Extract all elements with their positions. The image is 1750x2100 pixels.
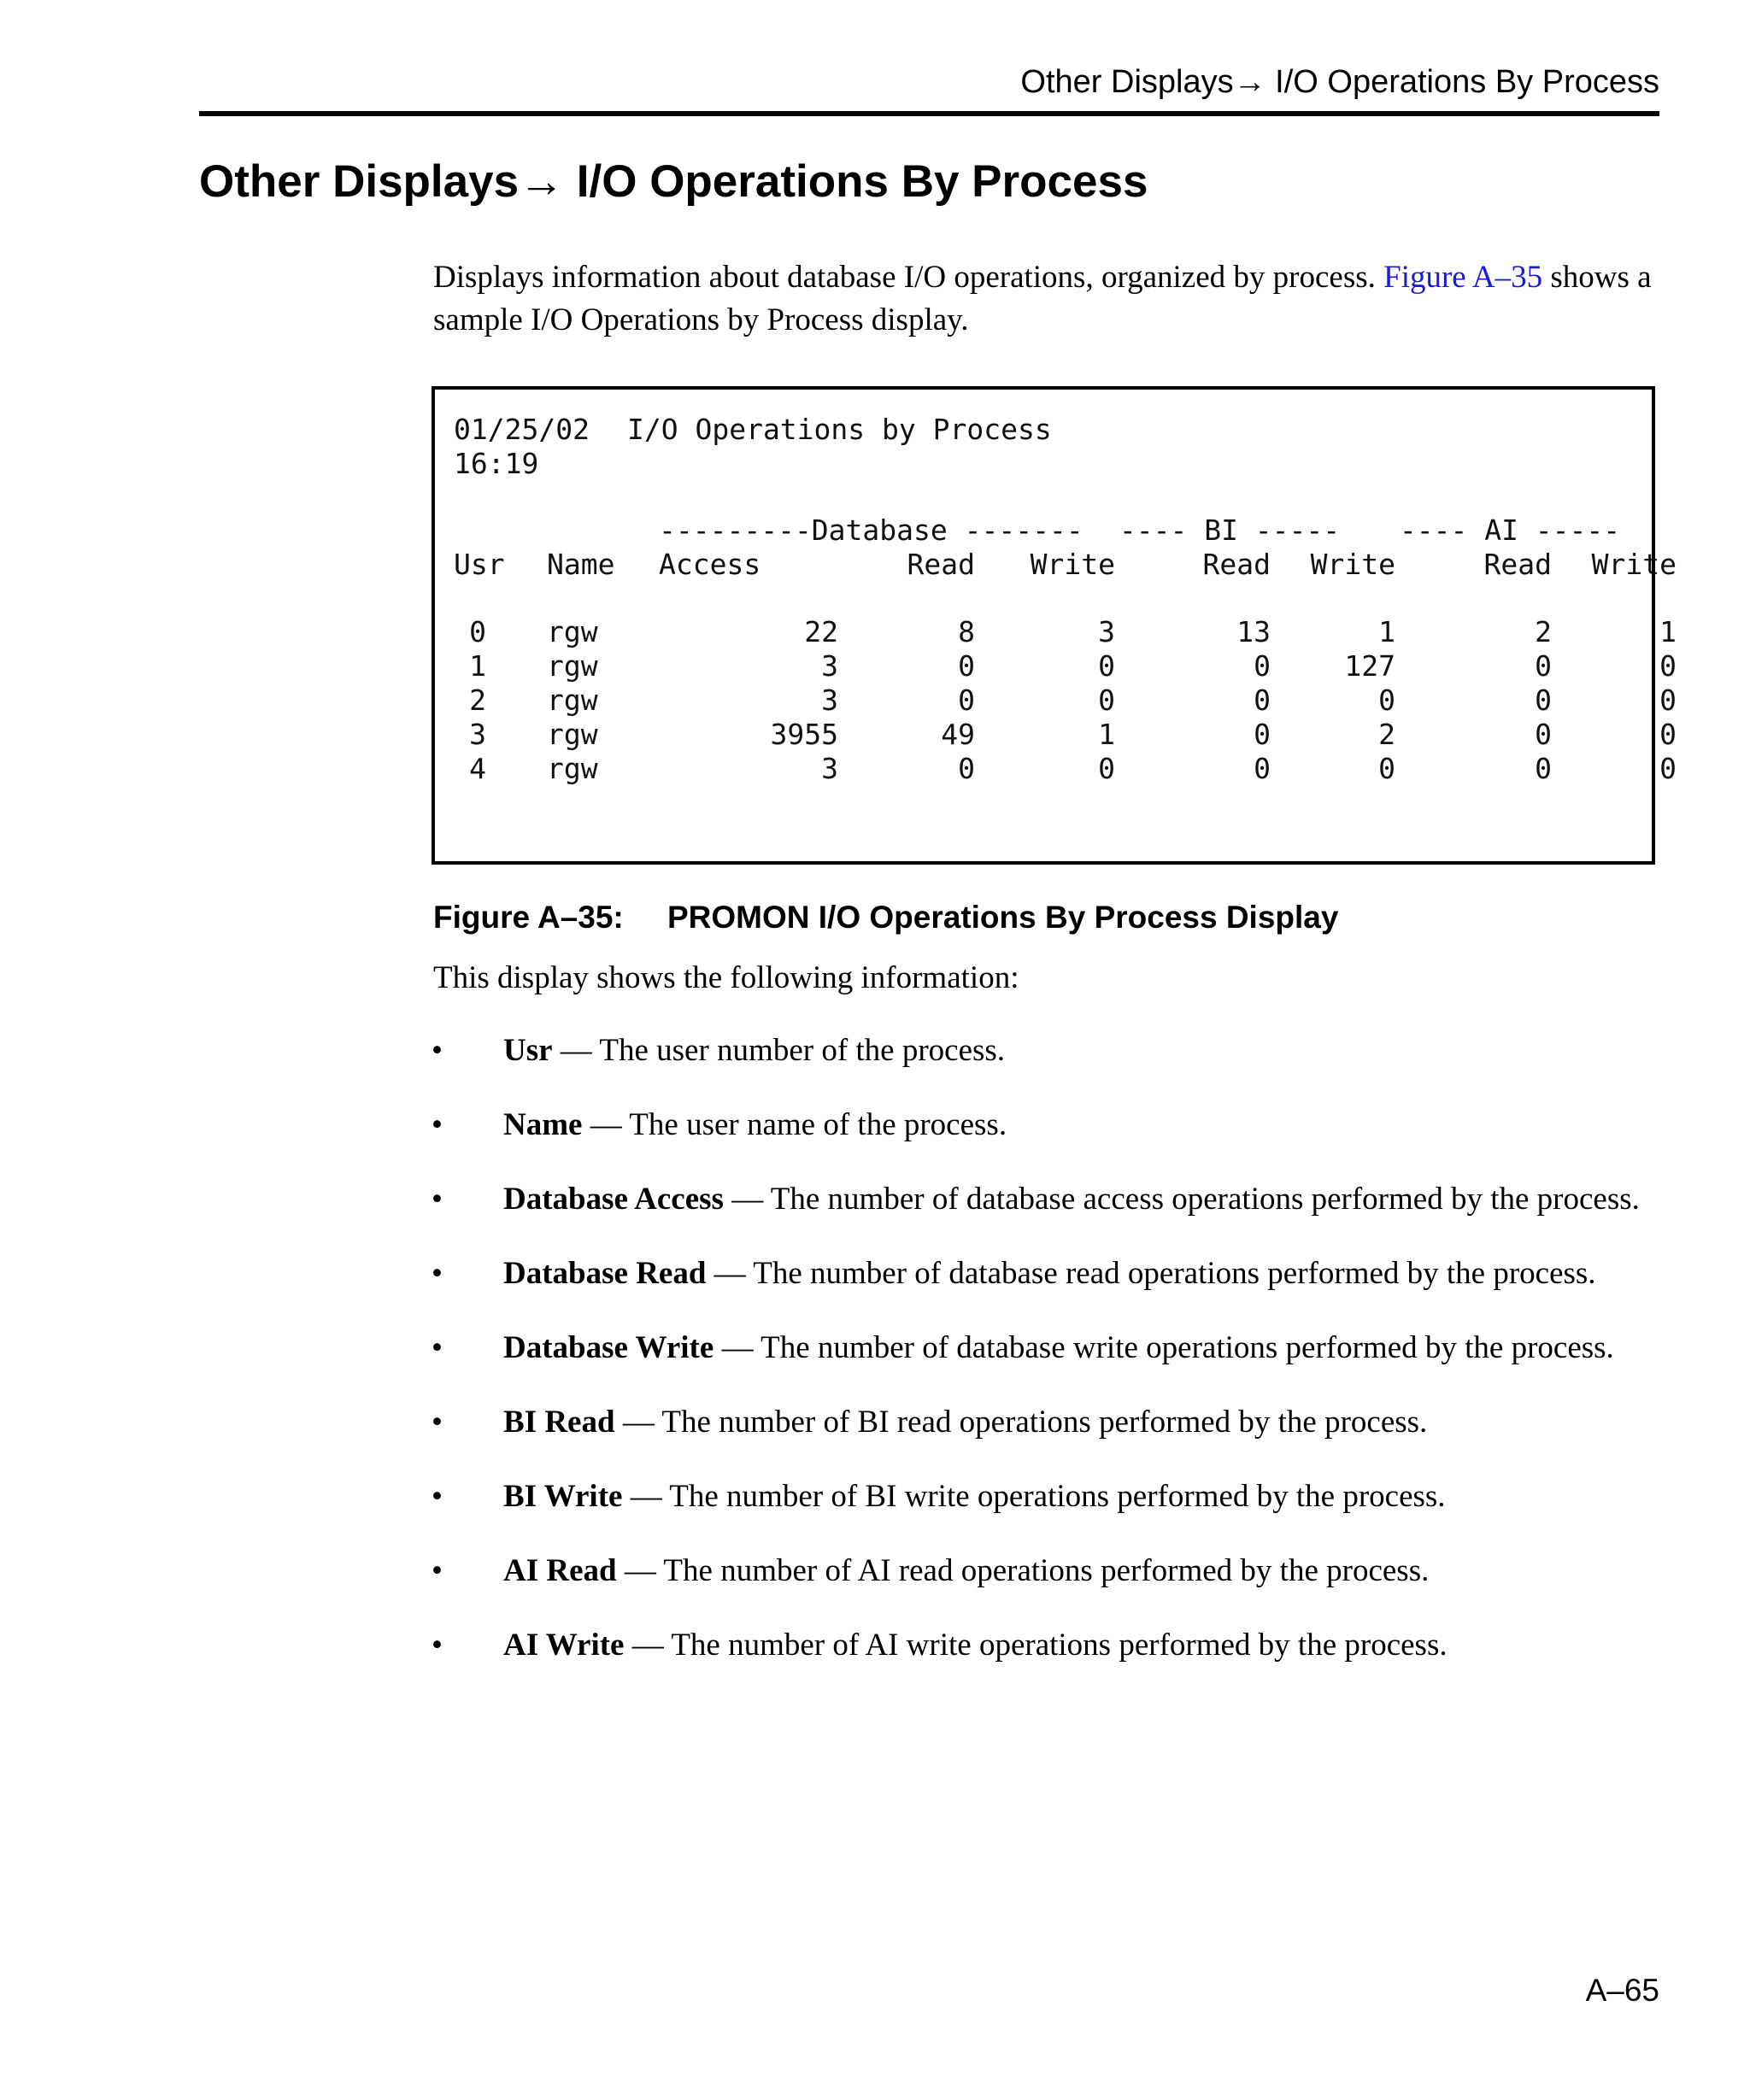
group-header-ai: ---- AI ----- [1399,513,1621,547]
bullet-term: BI Read [503,1405,615,1440]
bullet-term: AI Write [503,1628,625,1663]
bullet-description: — The user name of the process. [582,1107,1007,1142]
group-header-bi: ---- BI ----- [1119,513,1341,547]
column-header: Name [547,548,615,581]
cell-name: rgw [547,649,598,683]
column-header: Access [659,548,761,581]
bullet-icon: • [432,1256,443,1291]
bullet-icon: • [432,1107,443,1142]
figure-label: Figure A–35: [433,900,624,935]
cell-ai-write: 1 [1659,615,1677,648]
column-header: Read [1202,548,1271,581]
cell-db-read: 0 [958,683,975,717]
cell-bi-read: 0 [1254,752,1271,785]
list-item [432,1401,1666,1444]
cell-bi-read: 0 [1254,718,1271,751]
cell-usr: 3 [469,718,486,751]
cell-db-read: 0 [958,752,975,785]
list-item [432,1029,1666,1072]
lead-sentence: This display shows the following information: [433,960,1019,995]
cell-usr: 0 [469,615,486,648]
figure-title: PROMON I/O Operations By Process Display [667,900,1339,935]
cell-db-write: 1 [1098,718,1115,751]
bullet-term: Database Read [503,1256,707,1291]
bullet-description: — The number of AI read operations performed by the process. [616,1553,1430,1588]
cell-usr: 1 [469,649,486,683]
column-header: Write [1591,548,1677,581]
cell-db-access: 3 [821,683,838,717]
cell-usr: 4 [469,752,486,785]
cell-db-write: 0 [1098,649,1115,683]
list-item [432,1624,1666,1667]
cell-ai-read: 2 [1535,615,1552,648]
bullet-icon: • [432,1182,443,1217]
cell-name: rgw [547,718,598,751]
cell-db-read: 49 [941,718,975,751]
list-item [432,1252,1666,1295]
bullet-icon: • [432,1330,443,1365]
terminal-date: 01/25/02 [454,413,590,446]
bullet-description: — The number of BI read operations performed by the process. [614,1405,1428,1440]
cell-ai-read: 0 [1535,718,1552,751]
cell-db-read: 8 [958,615,975,648]
bullet-description: — The user number of the process. [552,1033,1006,1068]
cell-ai-write: 0 [1659,649,1677,683]
intro-text-before: Displays information about database I/O operations, organized by process. [433,260,1384,295]
cell-db-access: 22 [804,615,838,648]
cell-bi-write: 2 [1378,718,1395,751]
column-header: Write [1310,548,1395,581]
bullet-description: — The number of database write operations performed by the process. [714,1330,1614,1365]
list-item [432,1178,1666,1221]
cell-ai-write: 0 [1659,718,1677,751]
header-rule [199,111,1659,116]
cell-db-read: 0 [958,649,975,683]
bullet-term: Name [503,1107,583,1142]
running-header: Other Displays→ I/O Operations By Process [1020,64,1659,100]
cell-bi-read: 13 [1236,615,1271,648]
column-header: Usr [454,548,505,581]
bullet-term: Database Write [503,1330,714,1365]
bullet-icon: • [432,1553,443,1588]
cell-name: rgw [547,615,598,648]
column-header: Read [1483,548,1552,581]
promon-terminal-display [432,386,1677,865]
bullet-description: — The number of database access operations performed by the process. [723,1182,1640,1217]
figure-link[interactable]: Figure A–35 [1383,260,1543,295]
cell-ai-read: 0 [1535,752,1552,785]
terminal-title: I/O Operations by Process [627,413,1052,446]
cell-name: rgw [547,752,598,785]
group-header-database: ---------Database ------- [659,513,1083,547]
section-title: Other Displays→ I/O Operations By Process [199,156,1148,207]
list-item [432,1104,1666,1147]
cell-bi-write: 0 [1378,752,1395,785]
bullet-term: BI Write [503,1479,623,1514]
cell-db-access: 3 [821,649,838,683]
cell-name: rgw [547,683,598,717]
cell-bi-read: 0 [1254,683,1271,717]
column-header: Write [1030,548,1115,581]
list-item [432,1327,1666,1370]
bullet-description: — The number of AI write operations performed by the process. [624,1628,1448,1663]
cell-ai-write: 0 [1659,683,1677,717]
cell-bi-read: 0 [1254,649,1271,683]
list-item [432,1475,1666,1518]
cell-bi-write: 0 [1378,683,1395,717]
figure-caption [433,900,1338,936]
cell-ai-read: 0 [1535,649,1552,683]
bullet-icon: • [432,1479,443,1514]
bullet-icon: • [432,1033,443,1068]
cell-db-access: 3 [821,752,838,785]
cell-db-write: 3 [1098,615,1115,648]
cell-db-write: 0 [1098,683,1115,717]
cell-db-write: 0 [1098,752,1115,785]
cell-bi-write: 1 [1378,615,1395,648]
cell-ai-write: 0 [1659,752,1677,785]
cell-usr: 2 [469,683,486,717]
bullet-term: Database Access [503,1182,724,1217]
bullet-icon: • [432,1628,443,1663]
bullet-description: — The number of database read operations performed by the process. [706,1256,1596,1291]
terminal-time: 16:19 [454,447,539,480]
bullet-icon: • [432,1405,443,1440]
page-number: A–65 [1585,1973,1659,2008]
bullet-term: Usr [503,1033,553,1068]
bullet-description: — The number of BI write operations performed by the process. [622,1479,1446,1514]
cell-db-access: 3955 [770,718,838,751]
list-item [432,1550,1666,1593]
column-header: Read [907,548,975,581]
cell-bi-write: 127 [1344,649,1395,683]
intro-text-after: shows a sample I/O Operations by Process display. [433,260,1652,337]
intro-paragraph [433,256,1664,342]
cell-ai-read: 0 [1535,683,1552,717]
bullet-term: AI Read [503,1553,617,1588]
